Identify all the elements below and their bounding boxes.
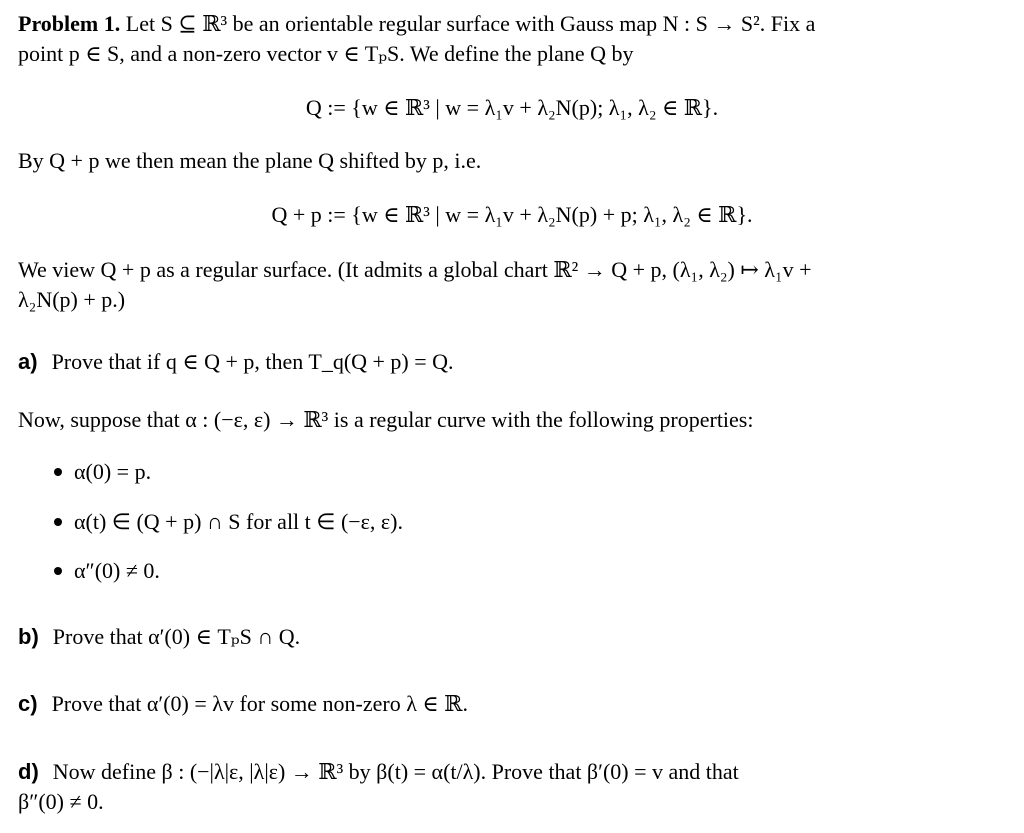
part-d — [18, 758, 1004, 786]
part-b-text: Prove that α′(0) ∈ TₚS ∩ Q. — [52, 624, 301, 649]
bullet-text: α(0) = p. — [74, 459, 152, 484]
regular-surface-line1: We view Q + p as a regular surface. (It admits a global chart ℝ² → Q + p, (λ₁, λ₂) ↦ λ₁v + — [18, 257, 812, 282]
part-a — [18, 348, 1004, 376]
bullet-item — [54, 458, 151, 486]
part-c-text: Prove that α′(0) = λv for some non-zero λ ∈ ℝ. — [51, 691, 468, 716]
curve-assumption: Now, suppose that α : (−ε, ε) → ℝ³ is a regular curve with the following properties: — [18, 407, 754, 432]
bullet-text: α″(0) ≠ 0. — [74, 558, 160, 583]
part-d-text-1: Now define β : (−|λ|ε, |λ|ε) → ℝ³ by β(t) = α(t/λ). Prove that β′(0) = v and that — [52, 759, 739, 784]
shift-description: By Q + p we then mean the plane Q shifted by p, i.e. — [18, 148, 482, 173]
definition-q: Q := {w ∈ ℝ³ | w = λ₁v + λ₂N(p); λ₁, λ₂ ∈ ℝ}. — [305, 95, 719, 120]
problem-intro-line1 — [18, 10, 1004, 38]
part-a-text: Prove that if q ∈ Q + p, then T_q(Q + p) = Q. — [51, 349, 454, 374]
definition-q-plus-p: Q + p := {w ∈ ℝ³ | w = λ₁v + λ₂N(p) + p; λ₁, λ₂ ∈ ℝ}. — [271, 202, 753, 227]
part-b — [18, 623, 1004, 651]
problem-intro-line2: point p ∈ S, and a non-zero vector v ∈ TₚS. We define the plane Q by — [18, 41, 634, 66]
bullet-dot — [54, 567, 62, 575]
part-c — [18, 690, 1004, 718]
part-d-label: d) — [18, 759, 39, 784]
part-d-line2: β″(0) ≠ 0. — [18, 789, 104, 814]
bullet-dot — [54, 518, 62, 526]
regular-surface-line2: λ₂N(p) + p.) — [18, 287, 126, 312]
intro-text-1: Let S ⊆ ℝ³ be an orientable regular surface with Gauss map N : S → S². Fix a — [125, 11, 816, 36]
part-a-label: a) — [18, 349, 38, 374]
bullet-text: α(t) ∈ (Q + p) ∩ S for all t ∈ (−ε, ε). — [74, 509, 403, 534]
problem-heading: Problem 1. — [18, 11, 121, 36]
part-c-label: c) — [18, 691, 38, 716]
part-b-label: b) — [18, 624, 39, 649]
bullet-item — [54, 508, 403, 536]
bullet-item — [54, 557, 160, 585]
bullet-dot — [54, 468, 62, 476]
